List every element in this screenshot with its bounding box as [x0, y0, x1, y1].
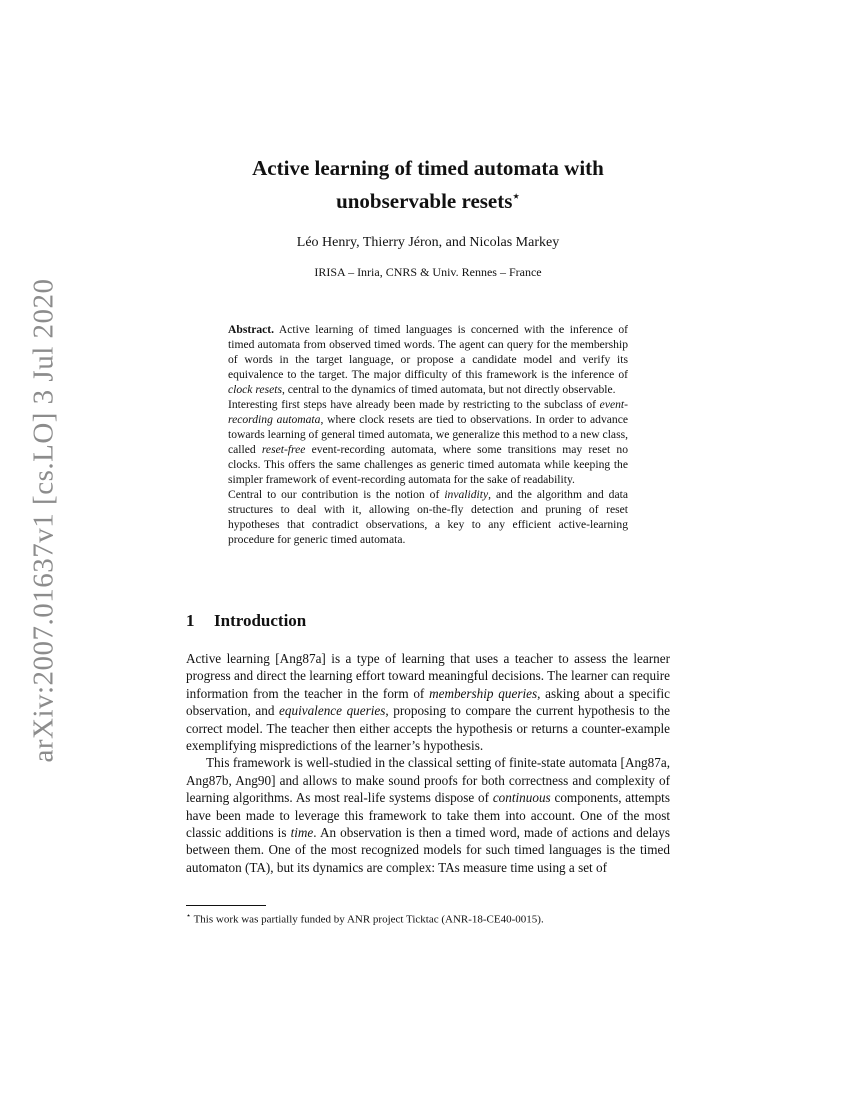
abstract-text: , central to the dynamics of timed automata, but not directly observable.: [281, 383, 616, 396]
footnote: [186, 909, 670, 927]
abstract-paragraph-2: [228, 397, 628, 487]
abstract-label: Abstract.: [228, 323, 275, 336]
arxiv-identifier: [26, 277, 63, 763]
body-text: , asking about a specific observation, and: [186, 685, 670, 719]
title-line-1: Active learning of timed automata with: [252, 156, 604, 180]
authors: Léo Henry, Thierry Jéron, and Nicolas Markey: [296, 235, 560, 250]
section-heading: [186, 611, 306, 631]
abstract-emphasis: reset-free: [261, 443, 306, 456]
section-title: Introduction: [214, 611, 307, 630]
body-text: This framework is well-studied in the classical setting of finite-state automata [Ang87a, Ang87b, Ang90] and allows to make sound proofs for both correctness and complexity of learning algorithms. As most real-life systems dispose of: [186, 755, 670, 806]
affiliation: IRISA – Inria, CNRS & Univ. Rennes – France: [314, 265, 542, 279]
abstract-emphasis: invalidity: [444, 488, 489, 501]
footnote-rule: [186, 905, 266, 906]
body-emphasis: time: [290, 825, 314, 841]
abstract-text: Central to our contribution is the notion of: [228, 488, 445, 501]
body-text: components, attempts have been made to leverage this framework to take them into account. One of the most classic additions is: [186, 790, 670, 841]
section-number: 1: [186, 611, 195, 630]
abstract-emphasis: clock resets: [228, 383, 282, 396]
title-line-2: unobservable resets: [336, 189, 513, 213]
abstract-text: , where clock resets are tied to observations. In order to advance towards learning of general timed automata, we generalize this method to a new class, called: [228, 413, 628, 456]
abstract: [228, 322, 628, 547]
abstract-text: Active learning of timed languages is concerned with the inference of timed automata from observed timed words. The agent can query for the membership of words in the target language, or propose a candidate model and verify its equivalence to the target. The major difficulty of this framework is the inference of: [228, 323, 628, 381]
abstract-text: event-recording automata, where some transitions may reset no clocks. This offers the same challenges as generic timed automata while keeping the simpler framework of event-recording automata for the sake of readability.: [228, 443, 628, 486]
intro-paragraph-1: [186, 650, 670, 754]
footnote-marker: ⋆: [186, 911, 192, 920]
body-emphasis: equivalence queries: [279, 703, 386, 719]
abstract-text: , and the algorithm and data structures to deal with it, allowing on-the-fly detection and pruning of reset hypotheses that contradict observations, a key to any efficient active-learning procedure for generic timed automata.: [228, 488, 628, 546]
body-emphasis: membership queries: [429, 685, 538, 701]
footnote-text: This work was partially funded by ANR project Ticktac (ANR-18-CE40-0015).: [193, 913, 544, 926]
abstract-paragraph-1: [228, 322, 628, 397]
body-emphasis: continuous: [492, 790, 551, 806]
intro-paragraph-2: [186, 754, 670, 876]
title-footnote-marker: ⋆: [512, 189, 520, 203]
introduction-body: [186, 650, 670, 876]
abstract-paragraph-3: [228, 487, 628, 547]
body-text: , proposing to compare the current hypothesis to the correct model. The teacher then either accepts the hypothesis or returns a counter-example exemplifying mispredictions of the learner’s hypothesis.: [186, 703, 670, 754]
abstract-emphasis: event-recording automata: [228, 398, 628, 426]
body-text: Active learning [Ang87a] is a type of learning that uses a teacher to assess the learner progress and direct the learning effort toward meaningful decisions. The learner can require information from the teacher in the form of: [186, 651, 670, 701]
body-text: . An observation is then a timed word, made of actions and delays between them. One of the most recognized models for such timed languages is the timed automaton (TA), but its dynamics are complex: TAs measure time using a set of: [186, 825, 670, 875]
arxiv-identifier-text: arXiv:2007.01637v1 [cs.LO] 3 Jul 2020: [28, 277, 60, 763]
paper-title: [186, 154, 670, 215]
abstract-text: Interesting first steps have already been made by restricting to the subclass of: [228, 398, 600, 411]
